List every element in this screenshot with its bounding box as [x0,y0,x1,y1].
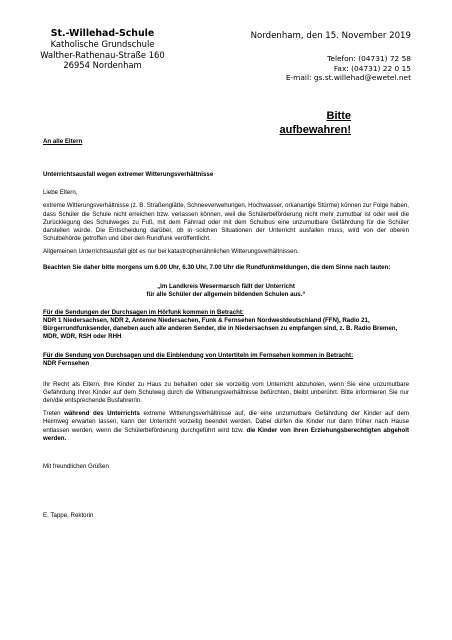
para5-part1: Treten [43,410,65,418]
tv-stations: NDR Fernsehen [43,359,90,367]
keep-notice [279,110,351,137]
paragraph-radio-times: Beachten Sie daher bitte morgens um 6.00 Uhr, 6.30 Uhr, 7.00 Uhr die Rundfunkmeldungen, die dem Sinne nach lauten: [43,264,391,272]
school-type: Katholische Grundschule [50,39,155,49]
school-street: Walther-Rathenau-Straße 160 [40,49,165,60]
letter-body [43,138,409,520]
fax-number: Fax: (04731) 22 0 15 [333,63,411,73]
paragraph-during-lessons [43,410,409,443]
school-name: St.-Willehad-Schule [50,28,155,39]
quote-line1: „Im Landkreis Wesermarsch fällt der Unterricht [157,282,295,290]
paragraph-parent-rights: Ihr Recht als Eltern, Ihre Kinder zu Haus zu behalten oder sie vorzeitig vom Unterricht abzuholen, wenn Sie eine unzumutbare Gefährdung Ihrer Kinder auf dem Schulweg durch die Witterungsverhältnisse befürchten, bleibt unberührt. Bitte informieren Sie nur den/die entsprechende Busfahrer/in. [43,380,409,405]
radio-stations: NDR 1 Niedersachsen, NDR 2, Antenne Niedersachen, Funk & Fernsehen Nordwestdeutschland (FFN), Radio 21, Bürgerrundfunksender, daneben auch alle anderen Sender, die in Niedersachsen zu empfangen sind, z. B. Radio Bremen, MDR, WDR, RSH oder RHH [43,317,398,341]
closing-phrase: Mit freundlichen Grüßen [43,462,109,470]
tv-heading: Für die Sendung von Durchsagen und die Einblendung von Untertiteln im Fernsehen kommen in Betracht: [43,351,354,359]
paragraph-general-cancellation: Allgemeinen Unterrichtsausfall gibt es nur bei katastrophenähnlichen Witterungsverhältnissen. [43,248,299,256]
radio-heading: Für die Sendungen der Durchsagen im Hörfunk kommen in Betracht: [43,308,244,316]
keep-notice-line1: Bitte [326,110,351,122]
paragraph-weather-conditions: extreme Witterungsverhältnisse (z. B. Straßenglätte, Schneeverwehungen, Hochwasser, orkanartige Stürme) können zur Folge haben, dass Schüler die Schule nicht erreichen bzw. verlassen können, weil die Schülerbeförderung nicht mehr zumutbar ist oder weil die Zurücklegung des Schulweges zu Fuß, mit dem Fahrrad oder mit dem Schulbus eine unzumutbare Gefährdung für die Schüler darstellen würde. Die Entscheidung darüber, ob in solchen Situationen der Unterricht ausfallen muss, wird von der oberen Schulbehörde getroffen und über den Rundfunk veröffentlicht. [43,202,409,243]
phone-number: Telefon: (04731) 72 58 [327,54,411,63]
greeting: Liebe Eltern, [43,189,78,197]
contact-block [286,54,411,83]
email-address: E-mail: gs.st.willehad@ewetel.net [285,73,411,83]
keep-notice-line2: aufbewahren! [279,123,351,136]
para5-part2: extreme Witterungsverhältnisse auf, die eine unzumutbare Gefährdung der Kinder auf dem Heimweg erwarten lassen, kann der Unterricht vorzeitig beendet werden. Dabei dürfen die Kinder nur dann früher nach Hause entlassen werden, wenn die Schülerbeförderung durchgeführt wird bzw. [43,410,410,434]
para5-bold1: während des Unterrichts [64,410,140,418]
school-city: 26954 Nordenham [63,60,142,70]
quote-line2: für alle Schüler der allgemein bildenden Schulen aus.“ [146,290,306,298]
announcement-quote [43,283,409,299]
school-letterhead [35,28,170,71]
subject-line: Unterrichtsausfall wegen extremer Witterungsverhältnisse [43,171,214,179]
recipient-line: An alle Eltern [43,138,83,145]
para5-bold2: die Kinder von ihren Erziehungsberechtigten abgeholt werden. [43,426,410,442]
signature-name: E. Tappe, Rektorin [43,512,94,520]
date-line: Nordenham, den 15. November 2019 [250,31,411,41]
